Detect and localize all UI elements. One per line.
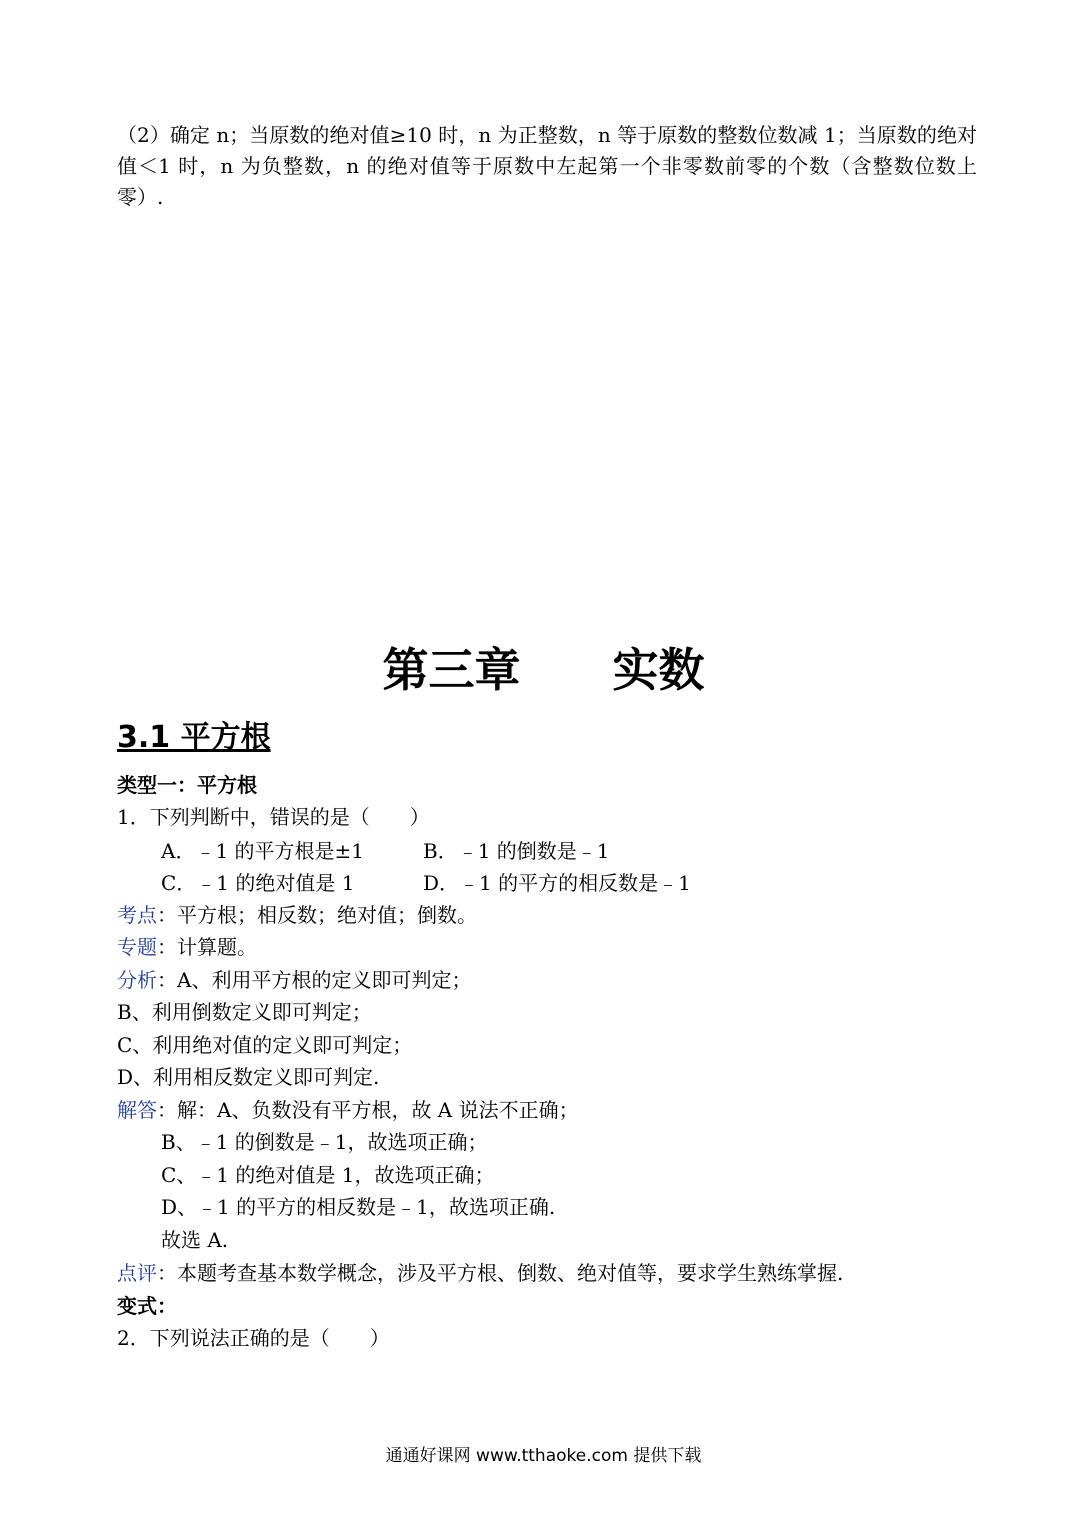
type-heading: 类型一：平方根 xyxy=(117,773,257,797)
jieda-label: 解答 xyxy=(117,1098,157,1122)
jieda-line-5: 故选 A. xyxy=(161,1228,229,1252)
question-1-options-row-2 xyxy=(161,869,961,897)
fenxi-line-4: D、利用相反数定义即可判定. xyxy=(117,1065,380,1089)
footer-text: 通通好课网 www.tthaoke.com 提供下载 xyxy=(385,1446,702,1466)
jieda-line-1 xyxy=(117,1096,579,1124)
option-d: D．﹣1 的平方的相反数是﹣1 xyxy=(423,871,691,895)
zhuanti-line xyxy=(117,933,257,961)
intro-paragraph: （2）确定 n；当原数的绝对值≥10 时，n 为正整数，n 等于原数的整数位数减 1；当原数的绝对值＜1 时，n 为负整数，n 的绝对值等于原数中左起第一个非零数前零的个数（含整数位数上零）. xyxy=(117,123,977,209)
chapter-title: 第三章 实数 xyxy=(382,643,705,697)
dianping-line xyxy=(117,1259,843,1287)
fenxi-line-1 xyxy=(117,966,471,994)
jieda-line-4: D、﹣1 的平方的相反数是﹣1，故选项正确. xyxy=(161,1195,556,1219)
kaodian-line xyxy=(117,901,477,929)
option-c: C．﹣1 的绝对值是 1 xyxy=(161,871,355,895)
option-a: A．﹣1 的平方根是±1 xyxy=(161,839,365,863)
dianping-text: ：本题考查基本数学概念，涉及平方根、倒数、绝对值等，要求学生熟练掌握. xyxy=(157,1261,844,1285)
zhuanti-label: 专题 xyxy=(117,935,157,959)
question-1-stem: 1．下列判断中，错误的是（ ） xyxy=(117,805,430,829)
kaodian-label: 考点 xyxy=(117,903,157,927)
fenxi-text-1: ：A、利用平方根的定义即可判定； xyxy=(157,968,472,992)
fenxi-line-2: B、利用倒数定义即可判定； xyxy=(117,1000,372,1024)
question-2-stem: 2．下列说法正确的是（ ） xyxy=(117,1326,390,1350)
jieda-line-3: C、﹣1 的绝对值是 1，故选项正确； xyxy=(161,1163,495,1187)
kaodian-text: ：平方根；相反数；绝对值；倒数。 xyxy=(157,903,477,927)
jieda-text-1: ：解：A、负数没有平方根，故 A 说法不正确； xyxy=(157,1098,579,1122)
fenxi-label: 分析 xyxy=(117,968,157,992)
section-title: 3.1 平方根 xyxy=(117,720,271,755)
jieda-line-2: B、﹣1 的倒数是﹣1，故选项正确； xyxy=(161,1130,488,1154)
option-b: B．﹣1 的倒数是﹣1 xyxy=(423,839,610,863)
question-1-options-row-1 xyxy=(161,837,961,865)
dianping-label: 点评 xyxy=(117,1261,157,1285)
zhuanti-text: ：计算题。 xyxy=(157,935,257,959)
variant-heading: 变式： xyxy=(117,1294,177,1318)
fenxi-line-3: C、利用绝对值的定义即可判定； xyxy=(117,1033,413,1057)
